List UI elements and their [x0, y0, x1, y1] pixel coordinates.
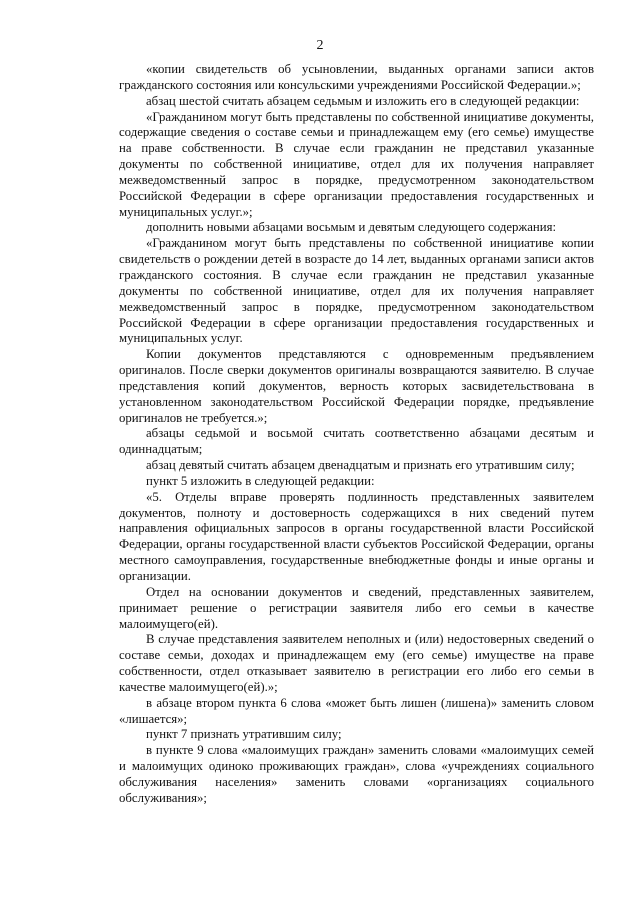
paragraph: в абзаце втором пункта 6 слова «может быть лишен (лишена)» заменить словом «лишается»;: [119, 695, 594, 726]
paragraph: «Гражданином могут быть представлены по собственной инициативе копии свидетельств о рождении детей в возрасте до 14 лет, выданных органами записи актов гражданского состояния. В случае если гражданин не представил указанные документы по собственной инициативе, отдел для их получения направляет межведомственный запрос в порядке, предусмотренном законодательством Российской Федерации в сфере организации предоставления государственных и муниципальных услуг.: [119, 236, 594, 346]
paragraph: абзац шестой считать абзацем седьмым и изложить его в следующей редакции:: [146, 93, 580, 108]
paragraph: пункт 5 изложить в следующей редакции:: [146, 473, 375, 488]
paragraph: «Гражданином могут быть представлены по собственной инициативе документы, содержащие сведения о составе семьи и принадлежащем ему (его семье) имуществе на праве собственности. В случае если гражданин не представил указанные документы по собственной инициативе, отдел для их получения направляет межведомственный запрос в порядке, предусмотренном законодательством Российской Федерации в сфере организации предоставления государственных и муниципальных услуг.»;: [119, 109, 594, 219]
paragraph: дополнить новыми абзацами восьмым и девятым следующего содержания:: [146, 220, 557, 235]
paragraph: В случае представления заявителем неполных и (или) недостоверных сведений о составе семьи, доходах и принадлежащем ему (его семье) имуществе на праве собственности, отдел отказывает заявителю в регистрации его либо его семьи в качестве малоимущего(ей).»;: [119, 632, 594, 694]
paragraph: абзацы седьмой и восьмой считать соответственно абзацами десятым и одиннадцатым;: [119, 426, 594, 457]
paragraph: абзац девятый считать абзацем двенадцатым и признать его утратившим силу;: [146, 458, 575, 473]
paragraph: «5. Отделы вправе проверять подлинность представленных заявителем документов, полноту и достоверность содержащихся в них сведений путем направления официальных запросов в органы государственной власти Российской Федерации, органы государственной власти субъектов Российской Федерации, органы местного самоуправления, государственные внебюджетные фонды и иные органы и организации.: [119, 489, 594, 583]
paragraph: Отдел на основании документов и сведений, представленных заявителем, принимает решение о регистрации заявителя либо его семьи в качестве малоимущего(ей).: [119, 584, 594, 631]
paragraph: в пункте 9 слова «малоимущих граждан» заменить словами «малоимущих семей и малоимущих одиноко проживающих граждан», слова «учреждениях социального обслуживания населения» заменить словами «организациях социального обслуживания»;: [119, 743, 594, 805]
page-number: 2: [316, 38, 324, 53]
document-body: [119, 62, 594, 807]
paragraph: Копии документов представляются с одновременным предъявлением оригиналов. После сверки документов оригиналы возвращаются заявителю. В случае представления копий документов, верность которых засвидетельствована в установленном законодательством Российской Федерации порядке, предъявление оригиналов не требуется.»;: [119, 347, 594, 425]
paragraph: «копии свидетельств об усыновлении, выданных органами записи актов гражданского состояния или консульскими учреждениями Российской Федерации.»;: [119, 62, 594, 92]
paragraph: пункт 7 признать утратившим силу;: [146, 727, 342, 742]
